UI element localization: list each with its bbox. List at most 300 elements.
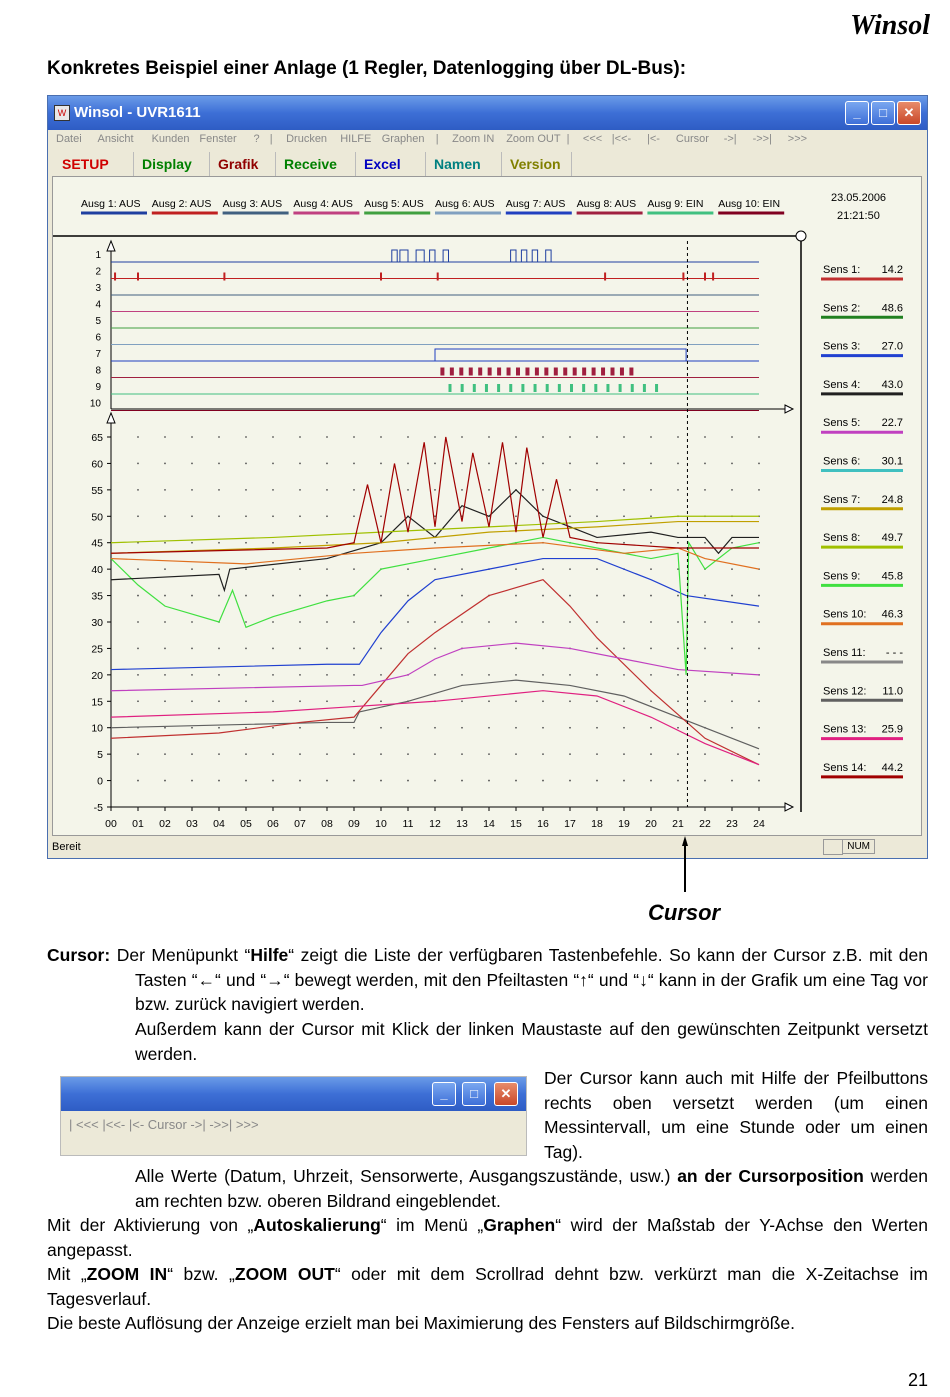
sensor-label: Sens 3: xyxy=(823,340,861,353)
output-pulse xyxy=(544,368,548,376)
date-readout: 23.05.2006 xyxy=(831,192,887,204)
grid-dot xyxy=(650,515,652,517)
grid-dot xyxy=(326,648,328,650)
grid-dot xyxy=(542,780,544,782)
grid-dot xyxy=(137,568,139,570)
grid-dot xyxy=(191,595,193,597)
grid-dot xyxy=(191,436,193,438)
grid-dot xyxy=(731,780,733,782)
output-pulse xyxy=(440,368,444,376)
grid-dot xyxy=(569,568,571,570)
x-tick-label: 14 xyxy=(483,818,495,830)
grid-dot xyxy=(326,489,328,491)
sensor-value: 48.6 xyxy=(881,302,903,315)
grid-dot xyxy=(461,436,463,438)
grid-dot xyxy=(623,621,625,623)
grid-dot xyxy=(461,463,463,465)
grid-dot xyxy=(245,515,247,517)
output-pulse xyxy=(525,368,529,376)
x-tick-label: 19 xyxy=(618,818,630,830)
grid-dot xyxy=(299,674,301,676)
y-tick-label: 30 xyxy=(91,617,103,629)
p5e: “ wird der Maßstab der Y-Achse den Werten angepasst. xyxy=(47,1215,929,1260)
grid-dot xyxy=(191,489,193,491)
menu-item[interactable]: Kunden xyxy=(151,133,190,145)
output-label: Ausg 9: EIN xyxy=(647,198,704,210)
grid-dot xyxy=(677,621,679,623)
grid-dot xyxy=(704,436,706,438)
grid-dot xyxy=(218,568,220,570)
grid-dot xyxy=(272,436,274,438)
menu-item[interactable]: >>> xyxy=(787,133,808,145)
grid-dot xyxy=(299,595,301,597)
menu-item[interactable]: ? xyxy=(253,133,260,145)
grid-dot xyxy=(677,542,679,544)
grid-dot xyxy=(758,780,760,782)
grid-dot xyxy=(461,489,463,491)
output-pulse xyxy=(511,250,516,262)
output-pulse xyxy=(507,368,511,376)
grid-dot xyxy=(569,436,571,438)
grid-dot xyxy=(407,489,409,491)
grid-dot xyxy=(515,436,517,438)
grid-dot xyxy=(137,463,139,465)
y-tick-label: 0 xyxy=(97,775,103,788)
output-pulse xyxy=(430,250,435,262)
digital-tick-label: 4 xyxy=(95,299,101,311)
grid-dot xyxy=(245,489,247,491)
grid-dot xyxy=(515,595,517,597)
output-pulse xyxy=(546,384,549,392)
grid-dot xyxy=(569,595,571,597)
grid-dot xyxy=(299,568,301,570)
digital-tick-label: 7 xyxy=(95,349,101,360)
time-readout: 21:21:50 xyxy=(837,210,880,222)
output-label: Ausg 6: AUS xyxy=(435,198,495,210)
output-pulse xyxy=(592,368,596,376)
grid-dot xyxy=(488,727,490,729)
menu-item[interactable]: Zoom IN xyxy=(452,133,495,145)
sensor-label: Sens 9: xyxy=(823,570,861,583)
sensor-label: Sens 12: xyxy=(823,685,867,698)
grid-dot xyxy=(758,621,760,623)
grid-dot xyxy=(407,568,409,570)
x-tick-label: 12 xyxy=(429,818,441,830)
grid-dot xyxy=(758,463,760,465)
grid-dot xyxy=(731,436,733,438)
grid-dot xyxy=(704,648,706,650)
mini-toolbar-screenshot xyxy=(60,1076,527,1156)
output-pulse xyxy=(629,368,633,376)
grid-dot xyxy=(272,674,274,676)
grid-dot xyxy=(353,515,355,517)
paragraph-cursor xyxy=(47,943,928,1017)
x-tick-label: 18 xyxy=(591,818,603,830)
grid-dot xyxy=(191,463,193,465)
grid-dot xyxy=(299,648,301,650)
grid-dot xyxy=(272,463,274,465)
grid-dot xyxy=(488,436,490,438)
grid-dot xyxy=(299,621,301,623)
y-tick-label: 60 xyxy=(91,458,103,471)
digital-tick-label: 3 xyxy=(95,283,101,294)
y-tick-label: 50 xyxy=(91,511,103,524)
grid-dot xyxy=(515,463,517,465)
output-pulse xyxy=(450,368,454,376)
grid-dot xyxy=(164,595,166,597)
grid-dot xyxy=(299,542,301,544)
grid-dot xyxy=(434,436,436,438)
grid-dot xyxy=(596,621,598,623)
grid-dot xyxy=(623,780,625,782)
grid-dot xyxy=(245,542,247,544)
grid-dot xyxy=(353,727,355,729)
x-tick-label: 04 xyxy=(213,818,225,830)
y-tick-label: 10 xyxy=(91,722,103,735)
sensor-trace xyxy=(111,580,759,765)
paragraph-arrow-buttons: Der Cursor kann auch mit Hilfe der Pfeilbuttons rechts oben versetzt werden (um einen Messintervall, um eine Stunde oder um einen Tag). xyxy=(544,1068,928,1162)
grid-dot xyxy=(704,700,706,702)
grid-dot xyxy=(353,436,355,438)
grid-dot xyxy=(650,463,652,465)
grid-dot xyxy=(164,568,166,570)
grid-dot xyxy=(758,595,760,597)
menu-item[interactable]: HILFE xyxy=(340,133,372,145)
status-bar xyxy=(48,836,927,858)
grid-dot xyxy=(272,753,274,755)
tab-display[interactable]: Display xyxy=(134,152,210,176)
x-tick-label: 13 xyxy=(456,818,468,830)
output-pulse xyxy=(461,384,464,392)
y-tick-label: 5 xyxy=(97,749,103,762)
output-pulse xyxy=(392,250,397,262)
grid-dot xyxy=(461,595,463,597)
sensor-value: 49.7 xyxy=(881,532,903,545)
num-indicator: NUM xyxy=(842,839,875,854)
cursor-term: Cursor: xyxy=(47,945,111,965)
x-tick-label: 24 xyxy=(753,818,765,830)
grid-dot xyxy=(569,700,571,702)
minimize-button[interactable]: _ xyxy=(845,101,869,125)
grid-dot xyxy=(731,621,733,623)
status-box xyxy=(823,839,843,855)
plot-area[interactable] xyxy=(52,176,922,836)
grid-dot xyxy=(542,648,544,650)
grid-dot xyxy=(218,542,220,544)
grid-dot xyxy=(407,780,409,782)
analog-x-arrow-icon xyxy=(785,803,793,811)
x-tick-label: 01 xyxy=(132,818,144,830)
grid-dot xyxy=(488,780,490,782)
grid-dot xyxy=(596,568,598,570)
grid-dot xyxy=(650,674,652,676)
grid-dot xyxy=(380,780,382,782)
grid-dot xyxy=(407,542,409,544)
grid-dot xyxy=(353,753,355,755)
grid-dot xyxy=(326,700,328,702)
grid-dot xyxy=(218,648,220,650)
digital-y-arrow-icon xyxy=(107,241,115,251)
menu-item[interactable]: Drucken xyxy=(286,133,328,145)
grid-dot xyxy=(542,727,544,729)
menu-item[interactable]: ->>| xyxy=(752,133,772,145)
grid-dot xyxy=(488,489,490,491)
grid-dot xyxy=(650,621,652,623)
tab-grafik[interactable]: Grafik xyxy=(210,152,276,176)
output-pulse xyxy=(631,384,634,392)
sensor-label: Sens 5: xyxy=(823,417,861,430)
grid-dot xyxy=(272,489,274,491)
grid-dot xyxy=(731,463,733,465)
grid-dot xyxy=(137,621,139,623)
output-pulse xyxy=(459,368,463,376)
grid-dot xyxy=(731,700,733,702)
digital-tick-label: 6 xyxy=(95,332,101,344)
grid-dot xyxy=(434,753,436,755)
sensor-value: 45.8 xyxy=(881,570,903,583)
sensor-value: 14.2 xyxy=(881,264,903,276)
grid-dot xyxy=(407,436,409,438)
grid-dot xyxy=(326,621,328,623)
grid-dot xyxy=(326,753,328,755)
grid-dot xyxy=(677,595,679,597)
menu-item[interactable]: Ansicht xyxy=(97,133,134,145)
menu-item[interactable]: Graphen xyxy=(381,133,425,145)
grid-dot xyxy=(569,780,571,782)
grid-dot xyxy=(353,700,355,702)
grid-dot xyxy=(299,700,301,702)
x-tick-label: 07 xyxy=(294,818,306,830)
grid-dot xyxy=(434,727,436,729)
app-icon: W xyxy=(54,105,70,121)
chart-svg[interactable] xyxy=(53,177,921,835)
grid-dot xyxy=(272,568,274,570)
grid-dot xyxy=(353,489,355,491)
window-title: Winsol - UVR1611 xyxy=(74,104,201,121)
menu-item[interactable]: <<< xyxy=(582,133,603,145)
x-tick-label: 16 xyxy=(537,818,549,830)
maximize-button[interactable]: □ xyxy=(871,101,895,125)
grid-dot xyxy=(407,727,409,729)
tab-excel[interactable]: Excel xyxy=(356,152,426,176)
output-pulse xyxy=(449,384,452,392)
x-tick-label: 03 xyxy=(186,818,198,830)
grid-dot xyxy=(272,727,274,729)
grid-dot xyxy=(191,753,193,755)
digital-x-arrow-icon xyxy=(785,405,793,413)
grid-dot xyxy=(137,595,139,597)
menu-item[interactable]: |<- xyxy=(647,133,660,145)
grid-dot xyxy=(542,595,544,597)
grid-dot xyxy=(623,515,625,517)
grid-dot xyxy=(218,780,220,782)
grid-dot xyxy=(515,515,517,517)
grid-dot xyxy=(380,648,382,650)
sensor-value: - - - xyxy=(885,647,903,659)
grid-dot xyxy=(542,436,544,438)
grid-dot xyxy=(191,780,193,782)
digital-tick-label: 2 xyxy=(95,266,101,278)
grid-dot xyxy=(758,753,760,755)
grid-dot xyxy=(650,648,652,650)
p6b: ZOOM IN xyxy=(86,1264,168,1284)
menu-item[interactable]: |<<- xyxy=(611,133,632,145)
digital-tick-label: 9 xyxy=(95,382,101,393)
p4b: an der Cursorposition xyxy=(677,1166,864,1186)
grid-dot xyxy=(380,463,382,465)
output-label: Ausg 8: AUS xyxy=(576,198,637,210)
grid-dot xyxy=(515,568,517,570)
grid-dot xyxy=(434,648,436,650)
x-tick-label: 23 xyxy=(726,818,738,830)
grid-dot xyxy=(758,700,760,702)
grid-dot xyxy=(137,436,139,438)
grid-dot xyxy=(650,489,652,491)
grid-dot xyxy=(245,780,247,782)
grid-dot xyxy=(218,753,220,755)
y-tick-label: 40 xyxy=(91,564,103,577)
grid-dot xyxy=(650,700,652,702)
grid-dot xyxy=(623,700,625,702)
output-label: Ausg 3: AUS xyxy=(222,198,283,210)
x-tick-label: 02 xyxy=(159,818,171,830)
grid-dot xyxy=(272,595,274,597)
output-label: Ausg 5: AUS xyxy=(364,198,424,210)
grid-dot xyxy=(650,753,652,755)
output-pulse xyxy=(416,250,424,262)
p4a: Alle Werte (Datum, Uhrzeit, Sensorwerte, Ausgangszustände, usw.) xyxy=(135,1166,678,1186)
grid-dot xyxy=(515,727,517,729)
grid-dot xyxy=(704,621,706,623)
digital-tick-label: 8 xyxy=(95,365,101,377)
x-tick-label: 00 xyxy=(105,818,117,830)
grid-dot xyxy=(407,753,409,755)
grid-dot xyxy=(569,674,571,676)
sensor-label: Sens 7: xyxy=(823,493,861,506)
grid-dot xyxy=(515,753,517,755)
grid-dot xyxy=(137,700,139,702)
grid-dot xyxy=(137,515,139,517)
p5a: Mit der Aktivierung von „ xyxy=(47,1215,254,1235)
sensor-value: 22.7 xyxy=(881,417,903,430)
sensor-label: Sens 13: xyxy=(823,723,867,736)
grid-dot xyxy=(191,727,193,729)
x-tick-label: 17 xyxy=(564,818,576,830)
close-button[interactable]: ✕ xyxy=(897,101,921,125)
grid-dot xyxy=(218,595,220,597)
tab-namen[interactable]: Namen xyxy=(426,152,502,176)
x-tick-label: 08 xyxy=(321,818,333,830)
grid-dot xyxy=(164,621,166,623)
grid-dot xyxy=(191,621,193,623)
window-titlebar xyxy=(48,96,927,130)
x-tick-label: 22 xyxy=(699,818,711,830)
output-pulse xyxy=(497,384,500,392)
grid-dot xyxy=(164,700,166,702)
grid-dot xyxy=(380,700,382,702)
grid-dot xyxy=(380,621,382,623)
grid-dot xyxy=(326,780,328,782)
grid-dot xyxy=(569,753,571,755)
grid-dot xyxy=(245,753,247,755)
x-tick-label: 09 xyxy=(348,818,360,830)
menu-item[interactable]: Fenster xyxy=(199,133,237,145)
grid-dot xyxy=(461,727,463,729)
output-pulse xyxy=(516,368,520,376)
grid-dot xyxy=(191,542,193,544)
mini-close-icon: ✕ xyxy=(494,1082,518,1106)
grid-dot xyxy=(245,674,247,676)
sensor-value: 44.2 xyxy=(881,761,903,774)
output-pulse xyxy=(485,384,488,392)
grid-dot xyxy=(380,436,382,438)
grid-dot xyxy=(407,463,409,465)
grid-dot xyxy=(623,542,625,544)
grid-dot xyxy=(461,674,463,676)
sensor-label: Sens 10: xyxy=(823,608,867,621)
status-text: Bereit xyxy=(52,841,81,853)
grid-dot xyxy=(731,595,733,597)
tab-setup[interactable]: SETUP xyxy=(54,152,134,176)
output-pulse xyxy=(400,250,408,262)
grid-dot xyxy=(623,648,625,650)
x-tick-label: 21 xyxy=(672,818,684,830)
grid-dot xyxy=(407,595,409,597)
y-tick-label: -5 xyxy=(93,802,103,814)
grid-dot xyxy=(758,489,760,491)
tab-receive[interactable]: Receive xyxy=(276,152,356,176)
menu-item[interactable]: ->| xyxy=(723,133,737,145)
grid-dot xyxy=(596,436,598,438)
grid-dot xyxy=(434,542,436,544)
grid-dot xyxy=(623,436,625,438)
output-pulse xyxy=(594,384,597,392)
grid-dot xyxy=(218,436,220,438)
menu-bar xyxy=(48,130,927,150)
menu-item[interactable]: Zoom OUT xyxy=(506,133,561,145)
output-pulse xyxy=(558,384,561,392)
grid-dot xyxy=(326,515,328,517)
grid-dot xyxy=(407,648,409,650)
p1c: “ zeigt die Liste der verfügbaren Tastenbefehle. So kann der Cursor z.B. mit den Tasten “←“ und “→“ bewegt werden, mit den Pfeiltasten “↑“ und “↓“ kann in der Grafik um eine Tag vor bzw. zurück navigiert werden. xyxy=(135,945,929,1015)
y-tick-label: 55 xyxy=(91,484,103,497)
grid-dot xyxy=(623,489,625,491)
grid-dot xyxy=(542,621,544,623)
grid-dot xyxy=(461,568,463,570)
grid-dot xyxy=(137,489,139,491)
output-pulse xyxy=(478,368,482,376)
grid-dot xyxy=(353,780,355,782)
menu-item[interactable]: Datei xyxy=(56,133,82,145)
grid-dot xyxy=(677,700,679,702)
output-label: Ausg 1: AUS xyxy=(81,198,141,210)
grid-dot xyxy=(704,674,706,676)
grid-dot xyxy=(164,489,166,491)
grid-dot xyxy=(542,463,544,465)
paragraph-zoom xyxy=(47,1262,928,1311)
grid-dot xyxy=(569,727,571,729)
y-tick-label: 65 xyxy=(91,432,103,444)
sensor-trace xyxy=(111,516,759,542)
grid-dot xyxy=(137,674,139,676)
output-pulse xyxy=(619,384,622,392)
digital-tick-label: 1 xyxy=(95,250,101,261)
output-pulse xyxy=(521,384,524,392)
grid-dot xyxy=(650,568,652,570)
menu-item[interactable]: Cursor xyxy=(675,133,709,145)
tab-version[interactable]: Version xyxy=(502,152,572,176)
p4c: werden am rechten bzw. oberen Bildrand eingeblendet. xyxy=(135,1166,928,1211)
